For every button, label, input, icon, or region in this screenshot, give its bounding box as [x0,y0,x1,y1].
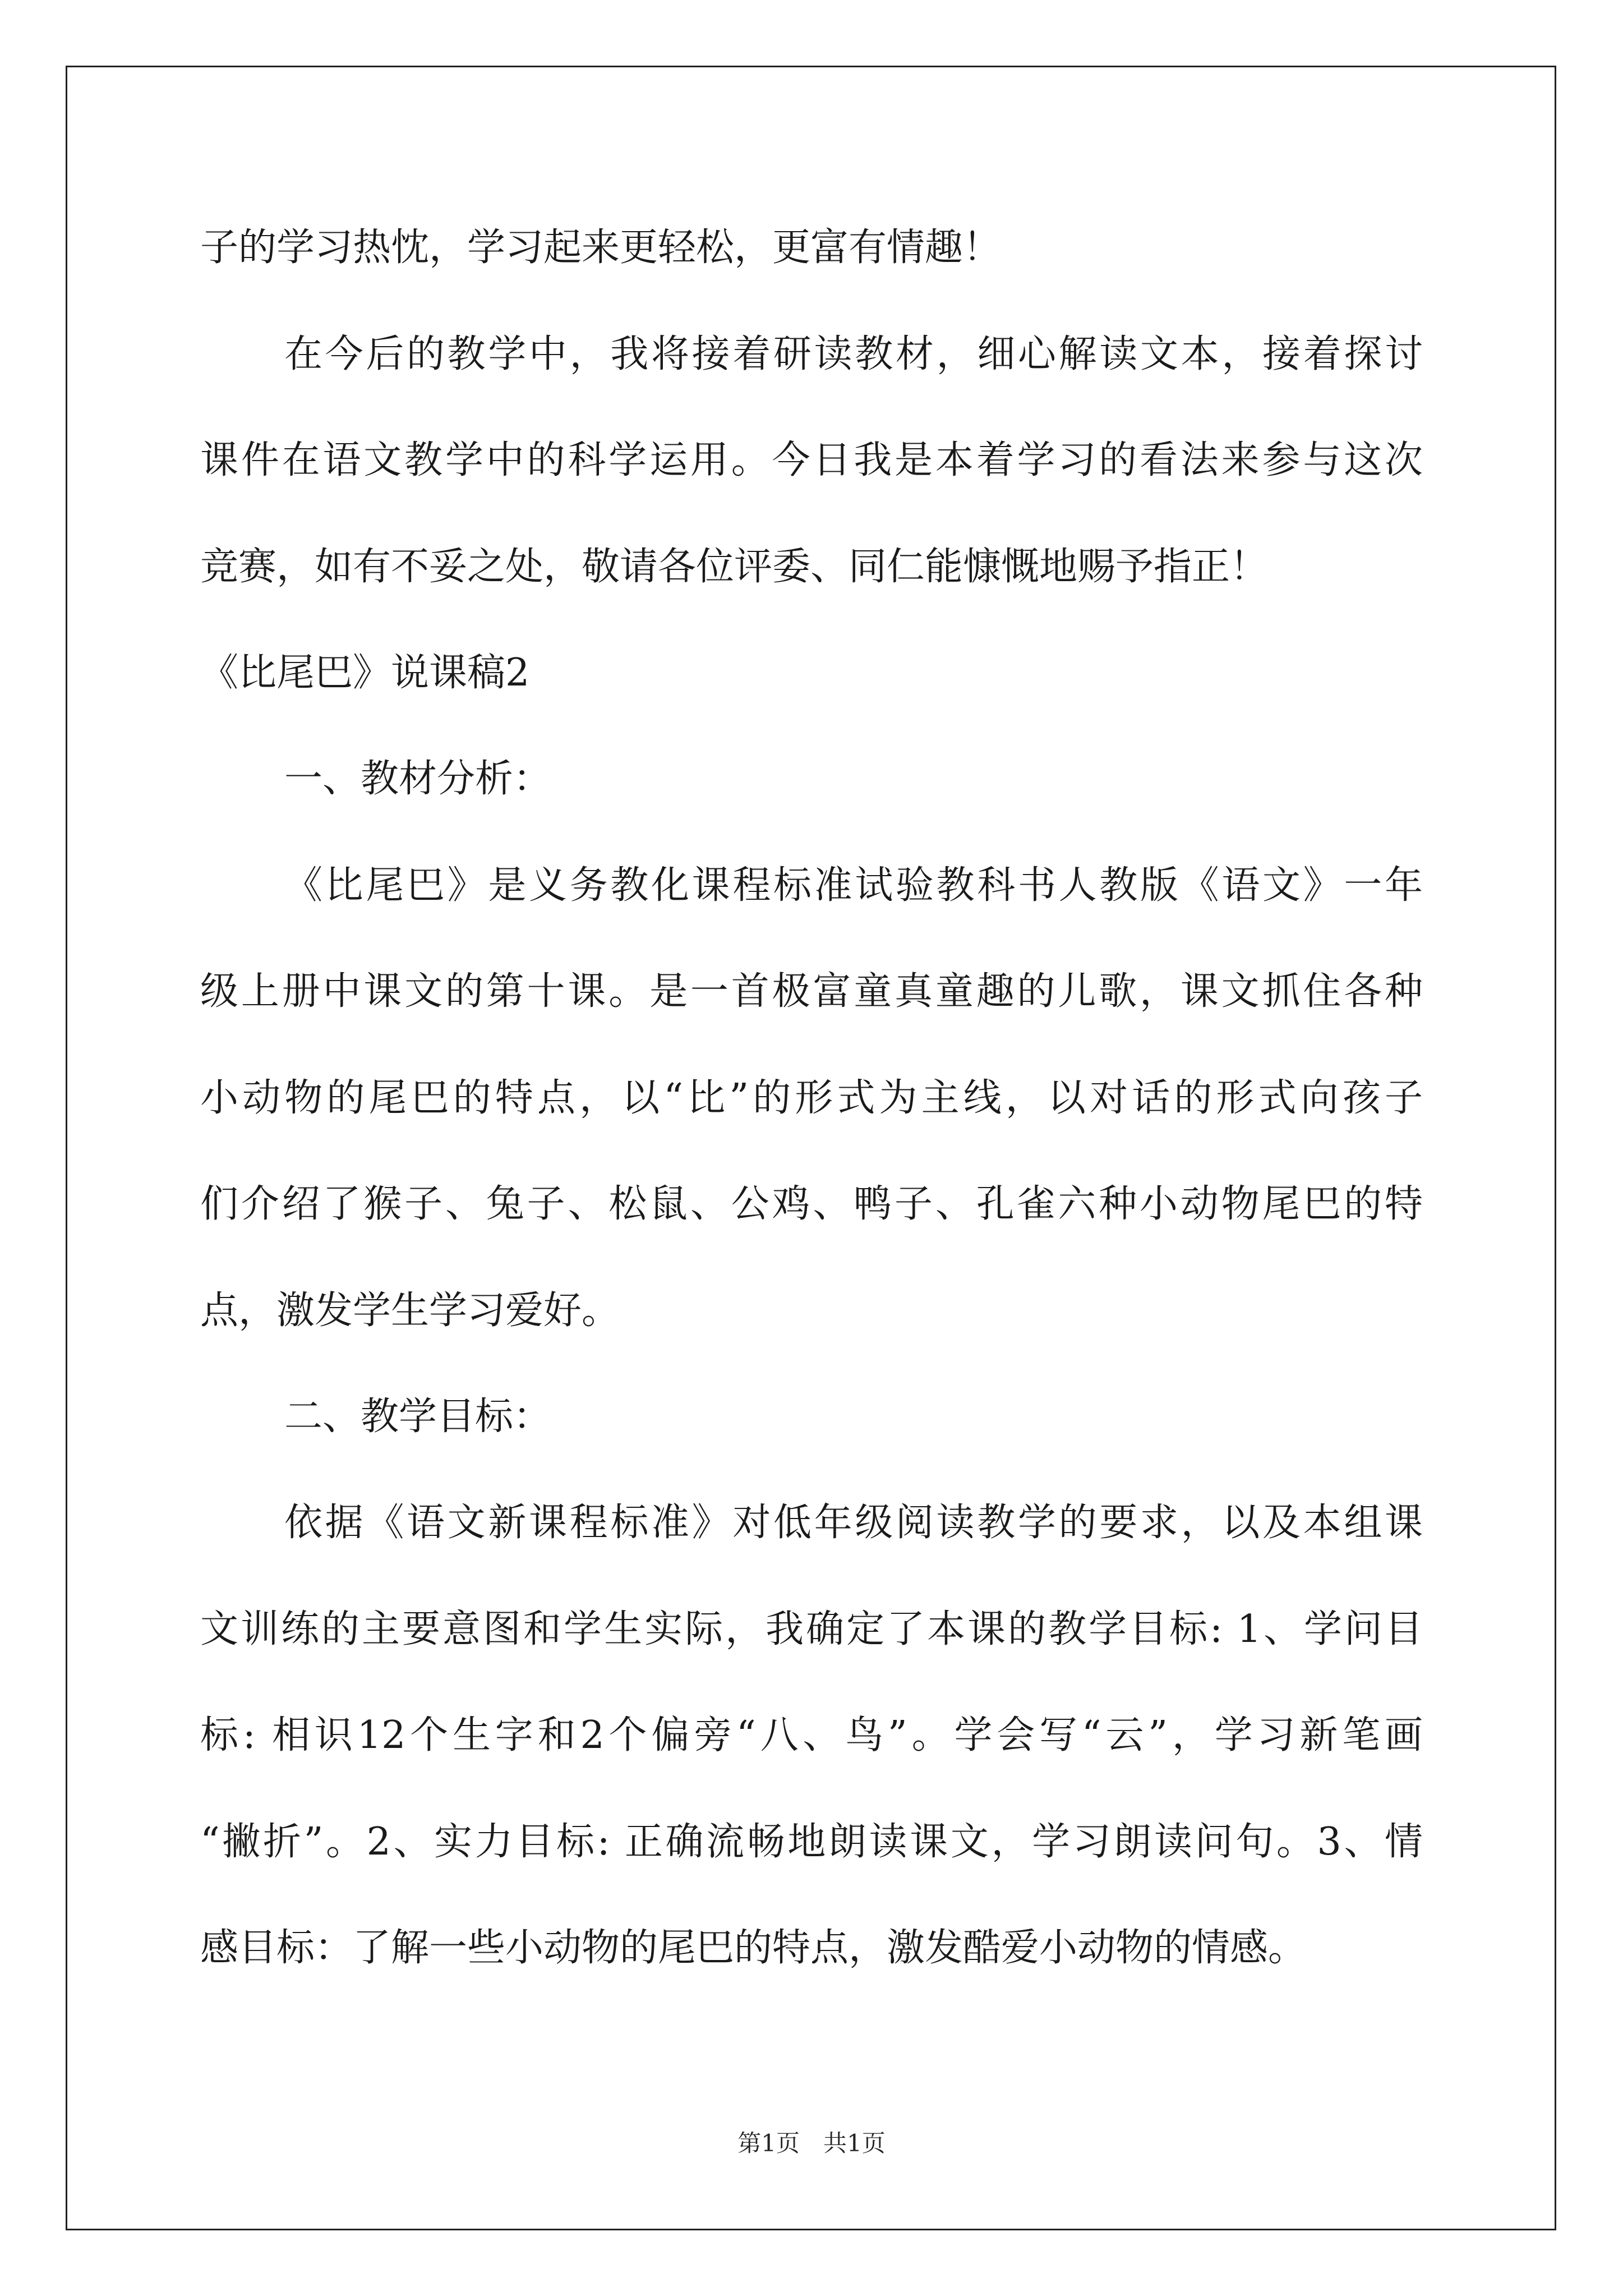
paragraph-line: 级上册中课文的第十课。是一首极富童真童趣的儿歌，课文抓住各种 [200,969,1423,1014]
paragraph-line: 文训练的主要意图和学生实际，我确定了本课的教学目标: 1、学问目 [200,1607,1423,1651]
page-total: 共1页 [823,2129,886,2157]
section-heading: 一、教材分析： [284,757,552,801]
paragraph-line: 感目标：了解一些小动物的尾巴的特点，激发酷爱小动物的情感。 [200,1926,1307,1970]
paragraph-line: 《比尾巴》是义务教化课程标准试验教科书人教版《语文》一年 [284,863,1423,908]
paragraph-line: 点，激发学生学习爱好。 [200,1289,620,1333]
page-number: 第1页 [737,2129,800,2157]
paragraph-line: 子的学习热忱，学习起来更轻松，更富有情趣！ [200,226,1002,270]
paragraph-line: 们介绍了猴子、兔子、松鼠、公鸡、鸭子、孔雀六种小动物尾巴的特 [200,1182,1423,1226]
paragraph-line: 标: 相识12个生字和2个偏旁“八、鸟”。学会写“云”，学习新笔画 [200,1713,1423,1757]
page-border [66,66,1556,2230]
page-footer [0,2129,1623,2157]
section-heading: 二、教学目标： [284,1395,552,1439]
paragraph-line: 依据《语文新课程标准》对低年级阅读教学的要求，以及本组课 [284,1501,1423,1545]
paragraph-line: 在今后的教学中，我将接着研读教材，细心解读文本，接着探讨 [284,332,1423,376]
paragraph-line: 课件在语文教学中的科学运用。今日我是本着学习的看法来参与这次 [200,438,1423,482]
paragraph-line: “撇折”。2、实力目标: 正确流畅地朗读课文，学习朗读问句。3、情 [200,1820,1423,1864]
paragraph-line: 小动物的尾巴的特点，以“比”的形式为主线，以对话的形式向孩子 [200,1076,1423,1120]
section-title: 《比尾巴》说课稿2 [200,651,530,695]
paragraph-line: 竞赛，如有不妥之处，敬请各位评委、同仁能慷慨地赐予指正！ [200,545,1269,589]
